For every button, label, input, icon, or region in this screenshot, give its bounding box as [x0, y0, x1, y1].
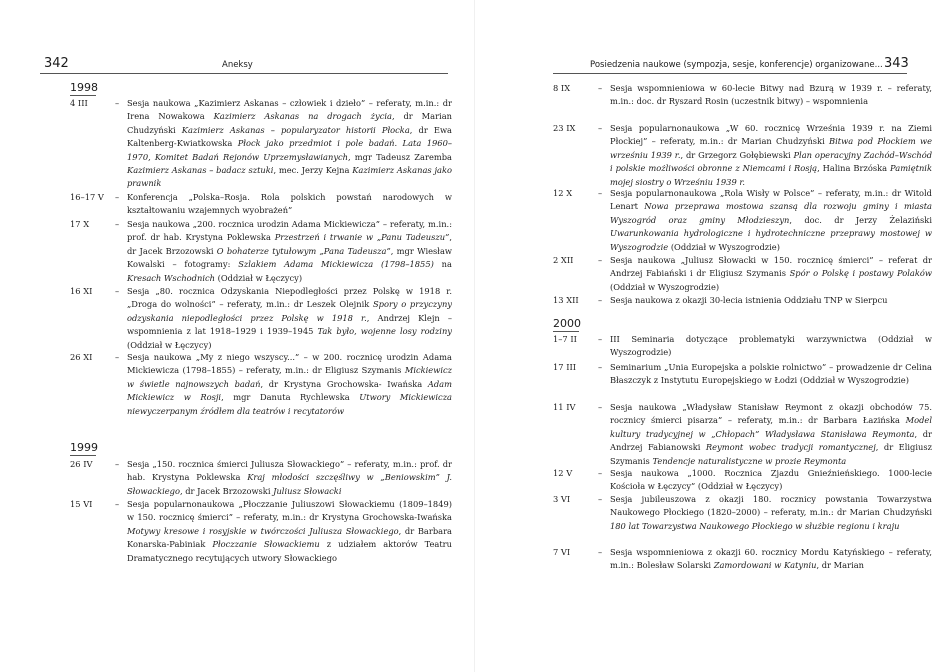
entry-dash: –	[598, 295, 603, 305]
entry-date: 1–7 II	[553, 334, 577, 344]
entry-date: 17 III	[553, 362, 577, 372]
entry-date: 26 IV	[70, 459, 93, 469]
entry-dash: –	[598, 255, 603, 265]
entry-text: Sesja „80. rocznica Odzyskania Niepodległości przez Polskę w 1918 r. „Droga do wolności” – referaty, m.in.: dr Leszek Olejnik Spory o przyczyny odzyskania niepodległości przez Polskę w 1918 r., Andrzej Klejn – wspomnienia z lat 1918–1929 i 1939–1945 Tak było, wojenne losy rodziny (Oddział w Łęczycy)	[127, 286, 452, 350]
entry-date: 23 IX	[553, 123, 576, 133]
entry-text: Sesja „150. rocznica śmierci Juliusza Słowackiego” – referaty, m.in.: prof. dr hab. Krystyna Poklewska Kraj młodości szczęśliwy w „Beniowskim” J. Słowackiego, dr Jacek Brzozowski Juliusz Słowacki	[127, 459, 452, 496]
entry-date: 8 IX	[553, 83, 571, 93]
entry-dash: –	[598, 334, 603, 344]
entry-text: Sesja popularnonaukowa „W 60. rocznicę Września 1939 r. na Ziemi Płockiej” – referaty, m.in.: dr Marian Chudzyński Bitwa pod Płockiem we wrześniu 1939 r., dr Grzegorz Gołębiewski Plan operacyjny Zachód–Wschód i polskie możliwości obronne z Niemcami i Rosją, Halina Brzóska Pamiętnik mojej siostry o Wrześniu 1939 r.	[610, 123, 933, 187]
entry-dash: –	[598, 362, 603, 372]
entry-text: III Seminaria dotyczące problematyki warzywnictwa (Oddział w Wyszogrodzie)	[610, 334, 932, 358]
entry-dash: –	[115, 98, 120, 108]
entry-text: Sesja naukowa „Kazimierz Askanas – człowiek i dzieło” – referaty, m.in.: dr Irena Nowakowa Kazimierz Askanas na drogach życia, dr Marian Chudzyński Kazimierz Askanas – popularyzator historii Płocka, dr Ewa Kaltenberg-Kwiatkowska Płock jako przedmiot i pole badań. Lata 1960–1970, Komitet Badań Rejonów Uprzemysławianych, mgr Tadeusz Zaremba Kazimierz Askanas – badacz sztuki, mec. Jerzy Kejna Kazimierz Askanas jako prawnik	[127, 98, 453, 189]
entry-text: Sesja popularnonaukowa „Płoczzanie Juliuszowi Słowackiemu (1809–1849) w 150. rocznicę śmierci” – referaty, m.in.: dr Krystyna Grochowska-Iwańska Motywy kresowe i rosyjskie w twórczości Juliusza Słowackiego, dr Barbara Konarska-Pabiniak Płoczzanie Słowackiemu z udziałem aktorów Teatru Dramatycznego recytujących utwory Słowackiego	[127, 499, 452, 563]
left-page-number: 342	[44, 56, 69, 71]
right-page	[475, 0, 950, 672]
right-page-number: 343	[884, 56, 909, 71]
year-heading-1999: 1999	[70, 441, 98, 454]
entry-dash: –	[598, 547, 603, 557]
entry-text: Sesja naukowa „200. rocznica urodzin Adama Mickiewicza” – referaty, m.in.: prof. dr hab. Krystyna Poklewska Przestrzeń i trwanie w „Panu Tadeuszu”, dr Jacek Brzozowski O bohaterze tytułowym „Pana Tadeusza”, mgr Wiesław Kowalski – fotogramy: Szlakiem Adama Mickiewicza (1798–1855) na Kresach Wschodnich (Oddział w Łęczycy)	[127, 219, 453, 283]
entry-text: Sesja wspomnieniowa z okazji 60. rocznicy Mordu Katyńskiego – referaty, m.in.: Bolesław Solarski Zamordowani w Katyniu, dr Marian	[610, 547, 932, 571]
entry-dash: –	[115, 286, 120, 296]
entry-text: Sesja popularnonaukowa „Rola Wisły w Polsce” – referaty, m.in.: dr Witold Lenart Nowa przeprawa mostowa szansą dla rozwoju gminy i miasta Wyszogród oraz gminy Młodzieszyn, doc. dr Jerzy Żelaziński Uwarunkowania hydrologiczne i hydrotechniczne przeprawy mostowej w Wyszogrodzie (Oddział w Wyszogrodzie)	[610, 188, 932, 252]
year-heading-2000: 2000	[553, 317, 581, 330]
entry-text: Sesja naukowa „My z niego wszyscy...” – w 200. rocznicę urodzin Adama Mickiewicza (1798–1855) – referaty, m.in.: dr Eligiusz Szymanis Mickiewicz w świetle najnowszych badań, dr Krystyna Grochowska- Iwańska Adam Mickiewicz w Rosji, mgr Danuta Rychlewska Utwory Mickiewicza niewyczerpanym źródłem dla teatrów i recytatorów	[127, 352, 453, 416]
entry-dash: –	[598, 402, 603, 412]
entry-dash: –	[115, 459, 120, 469]
entry-text: Seminarium „Unia Europejska a polskie rolnictwo” – prowadzenie dr Celina Błaszczyk z Instytutu Europejskiego w Łodzi (Oddział w Wyszogrodzie)	[610, 362, 932, 386]
entry-date: 2 XII	[553, 255, 574, 265]
entry-date: 17 X	[70, 219, 90, 229]
year-rule	[70, 455, 96, 456]
year-rule	[553, 331, 579, 332]
left-header-rule	[40, 73, 448, 74]
entry-dash: –	[598, 83, 603, 93]
entry-date: 15 VI	[70, 499, 93, 509]
entry-date: 7 VI	[553, 547, 571, 557]
entry-text: Sesja jubileuszowa z okazji 180. rocznicy powstania Towarzystwa Naukowego Płockiego (1820–2000) – referaty, m.in.: dr Marian Chudzyński 180 lat Towarzystwa Naukowego Płockiego w służbie regionu i kraju	[610, 494, 932, 531]
entry-dash: –	[115, 219, 120, 229]
year-rule	[70, 95, 96, 96]
entry-dash: –	[115, 499, 120, 509]
entry-dash: –	[598, 188, 603, 198]
entry-text: Sesja naukowa z okazji 30-lecia istnienia Oddziału TNP w Sierpcu	[610, 295, 888, 305]
entry-date: 3 VI	[553, 494, 571, 504]
entry-text: Sesja wspomnieniowa w 60-lecie Bitwy nad Bzurą w 1939 r. – referaty, m.in.: doc. dr Ryszard Rosin (uczestnik bitwy) – wspomnienia	[610, 83, 932, 107]
entry-text: Sesja naukowa „1000. Rocznica Zjazdu Gnieźnieńskiego. 1000-lecie Kościoła w Łęczycy” (Oddział w Łęczycy)	[610, 468, 932, 492]
entry-dash: –	[115, 352, 120, 362]
entry-date: 4 III	[70, 98, 88, 108]
right-running-head: Posiedzenia naukowe (sympozja, sesje, konferencje) organizowane...	[590, 60, 883, 70]
entry-dash: –	[598, 123, 603, 133]
entry-text: Sesja naukowa „Juliusz Słowacki w 150. rocznicę śmierci” – referat dr Andrzej Fabiański i dr Eligiusz Szymanis Spór o Polskę i postawy Polaków (Oddział w Wyszogrodzie)	[610, 255, 933, 292]
entry-date: 16 XI	[70, 286, 93, 296]
entry-date: 13 XII	[553, 295, 579, 305]
right-header-rule	[553, 73, 907, 74]
entry-text: Sesja naukowa „Władysław Stanisław Reymont z okazji obchodów 75. rocznicy śmierci pisarza” – referaty, m.in.: dr Barbara Łazińska Model kultury tradycyjnej w „Chłopach” Władysława Stanisława Reymonta, dr Andrzej Fabianowski Reymont wobec tradycji romantycznej, dr Eligiusz Szymanis Tendencje naturalistyczne w prozie Reymonta	[610, 402, 932, 466]
entry-dash: –	[598, 468, 603, 478]
entry-date: 12 X	[553, 188, 573, 198]
left-running-head: Aneksy	[222, 60, 253, 70]
entry-dash: –	[115, 192, 120, 202]
entry-date: 11 IV	[553, 402, 576, 412]
entry-date: 26 XI	[70, 352, 93, 362]
entry-date: 16–17 V	[70, 192, 104, 202]
entry-dash: –	[598, 494, 603, 504]
entry-text: Konferencja „Polska–Rosja. Rola polskich powstań narodowych w kształtowaniu wzajemnych wyobrażeń”	[127, 192, 452, 216]
year-heading-1998: 1998	[70, 81, 98, 94]
entry-date: 12 V	[553, 468, 573, 478]
